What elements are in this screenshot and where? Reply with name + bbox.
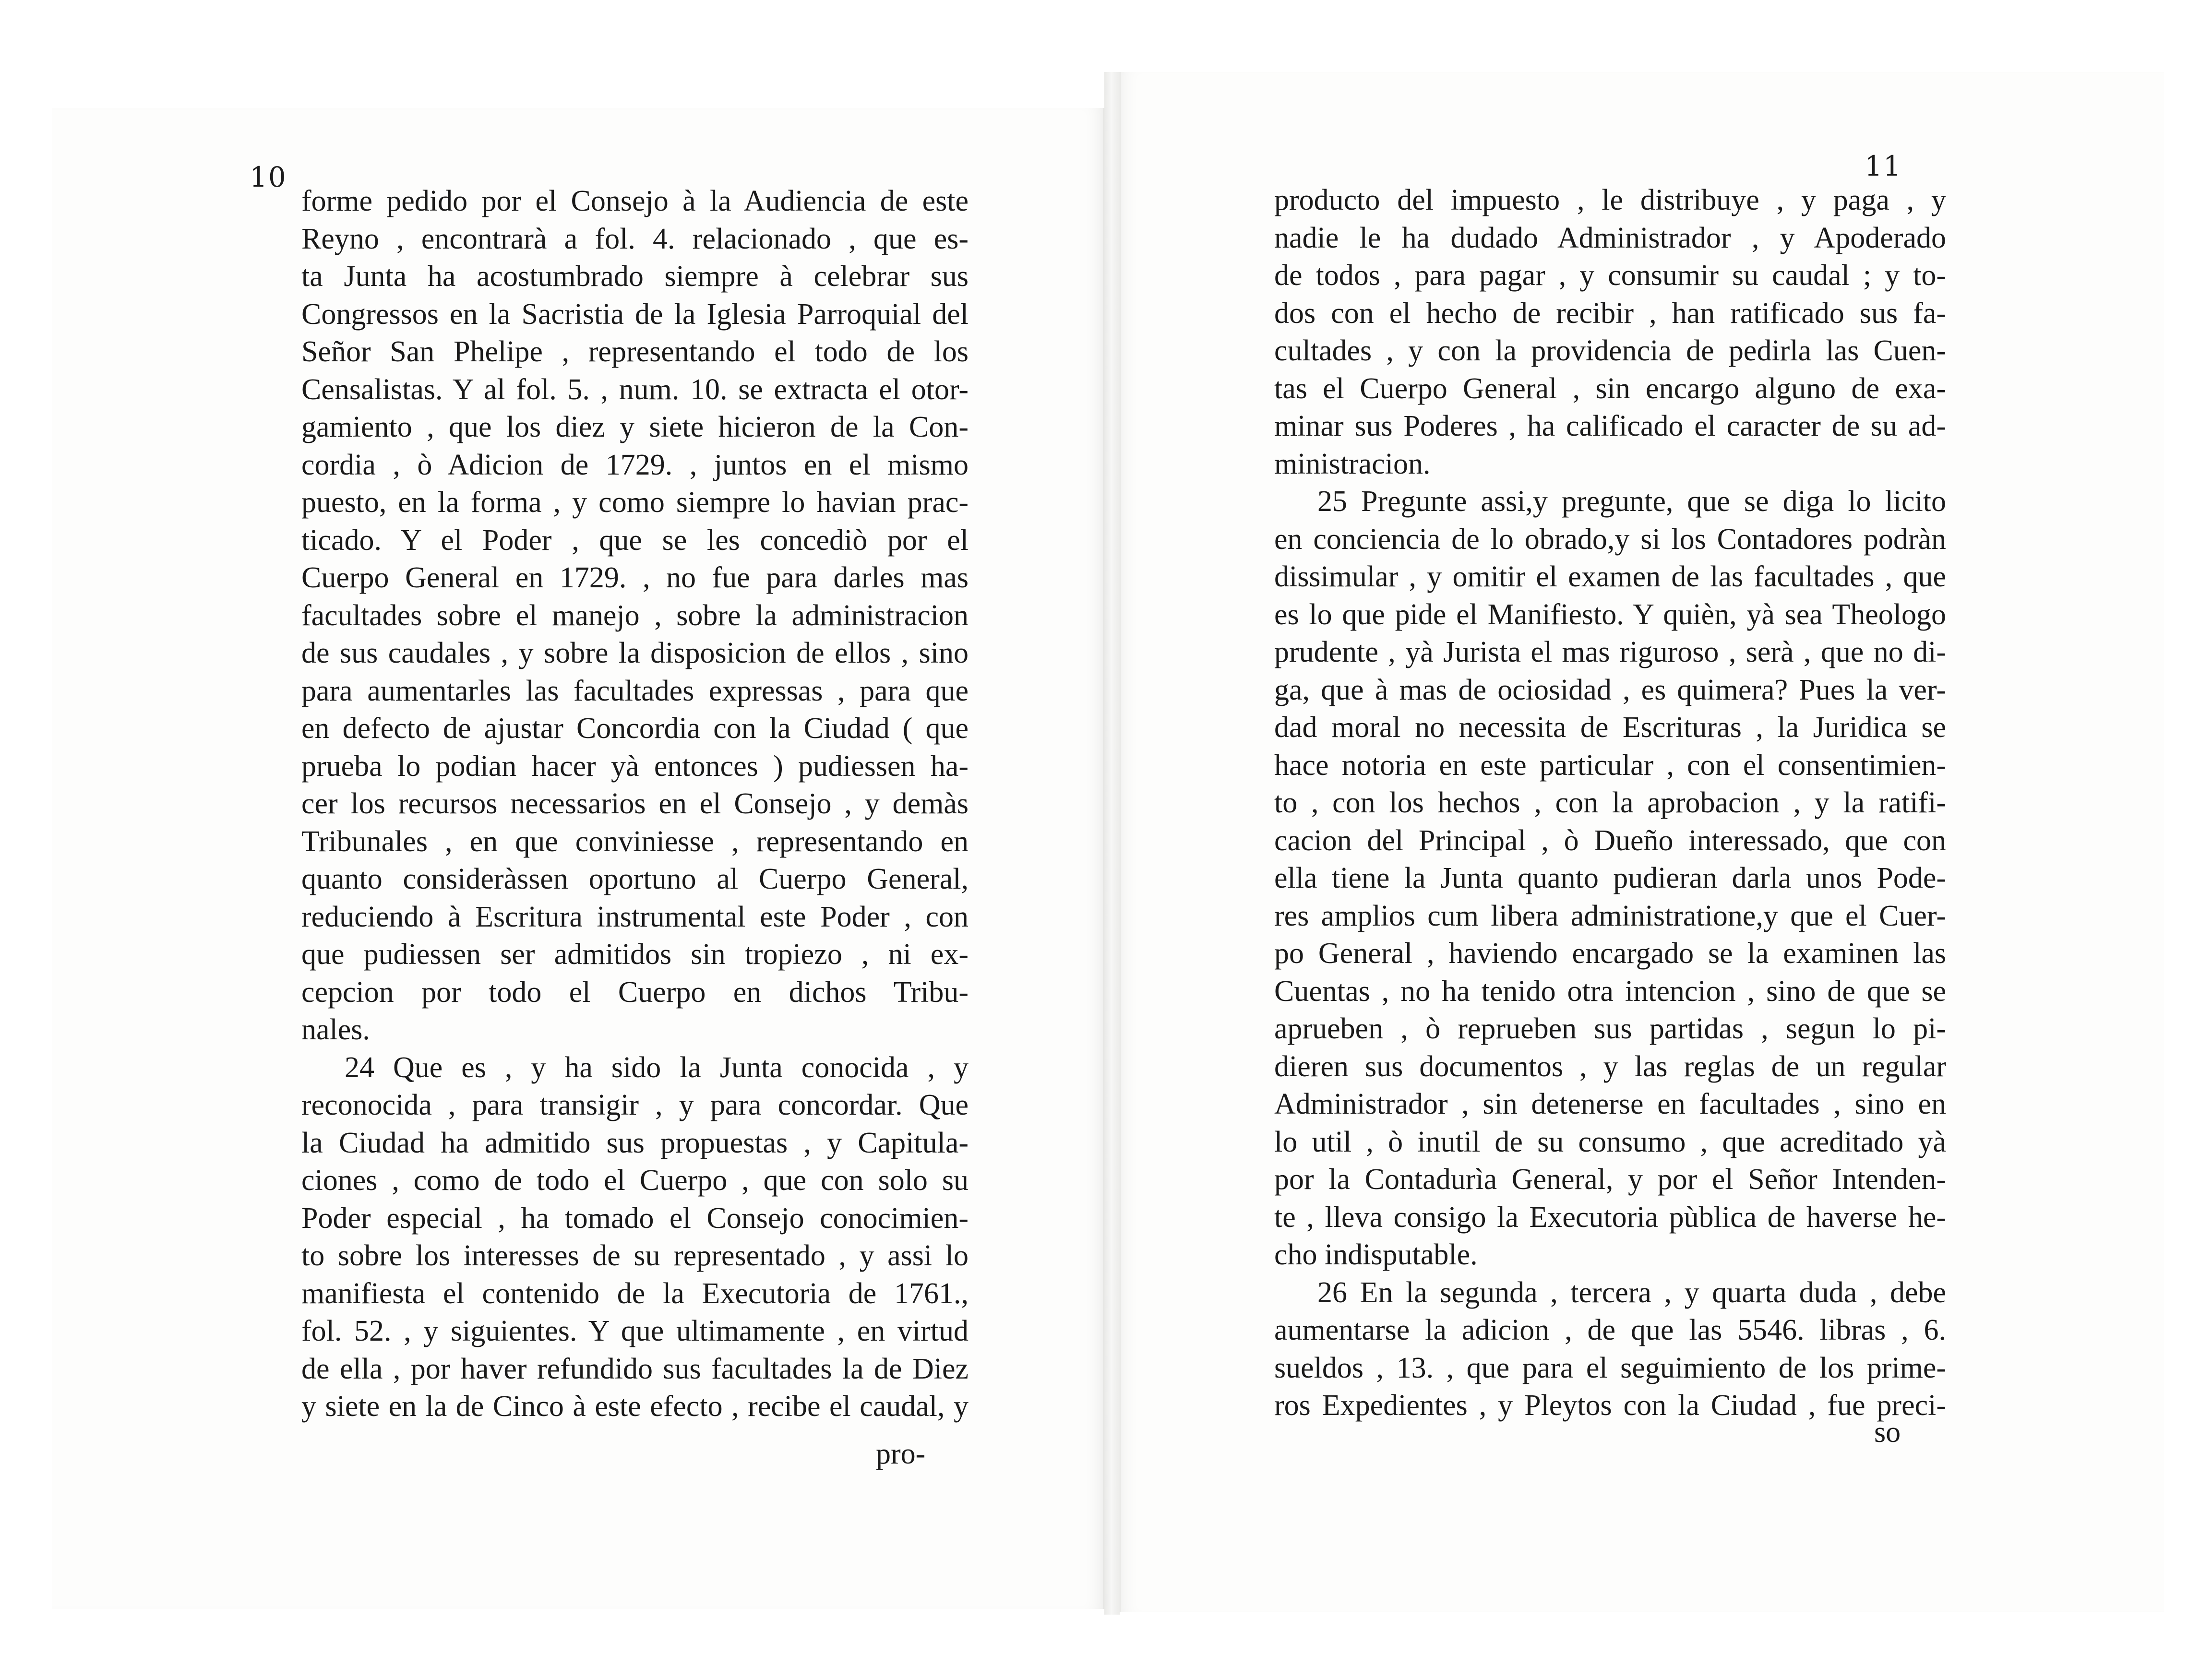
text-line: cacion del Principal , ò Dueño interessado, que con	[1274, 824, 1946, 857]
text-line: Poder especial , ha tomado el Consejo conocimien-	[301, 1201, 968, 1235]
text-line: dieren sus documentos , y las reglas de un regular	[1274, 1050, 1946, 1083]
text-line: es lo que pide el Manifiesto. Y quièn, yà sea Theologo	[1274, 598, 1946, 631]
text-line: tas el Cuerpo General , sin encargo alguno de exa-	[1274, 372, 1946, 405]
text-line: ella tiene la Junta quanto pudieran darla unos Pode-	[1274, 862, 1946, 894]
text-line: ga, que à mas de ociosidad , es quimera? Pues la ver-	[1274, 673, 1946, 706]
text-line: quanto consideràssen oportuno al Cuerpo General,	[301, 863, 968, 895]
page-number-right: 11	[1865, 150, 1902, 182]
text-line: reconocida , para transigir , y para concordar. Que	[301, 1089, 968, 1121]
text-line: ros Expedientes , y Pleytos con la Ciudad , fue preci-	[1274, 1389, 1946, 1422]
text-line: prueba lo podian hacer yà entonces ) pudiessen ha-	[301, 749, 968, 783]
text-line: Administrador , sin detenerse en facultades , sino en	[1274, 1088, 1946, 1120]
text-line: res amplios cum libera administratione,y que el Cuer-	[1274, 899, 1946, 932]
text-line: Tribunales , en que conviniesse , representando en	[301, 825, 968, 858]
text-line: ticado. Y el Poder , que se les concediò por el	[301, 523, 968, 557]
text-line: cordia , ò Adicion de 1729. , juntos en el mismo	[301, 448, 968, 481]
text-line: aprueben , ò reprueben sus partidas , segun lo pi-	[1274, 1012, 1946, 1045]
text-line: Censalistas. Y al fol. 5. , num. 10. se extracta el otor-	[301, 373, 968, 406]
text-line: ta Junta ha acostumbrado siempre à celebrar sus	[301, 260, 968, 293]
text-line: que pudiessen ser admitidos sin tropiezo , ni ex-	[301, 938, 968, 971]
text-line: por la Contadurìa General, y por el Señor Intenden-	[1274, 1163, 1946, 1196]
text-line: dissimular , y omitir el examen de las facultades , que	[1274, 560, 1946, 593]
right-text-block	[1274, 181, 1946, 1425]
book-gutter	[1104, 72, 1120, 1615]
text-line: para aumentarles las facultades expressas , para que	[301, 674, 968, 707]
text-line: lo util , ò inutil de su consumo , que acreditado yà	[1274, 1125, 1946, 1158]
text-line: Cuentas , no ha tenido otra intencion , sino de que se	[1274, 975, 1946, 1008]
text-line: to sobre los interesses de su representado , y assi lo	[301, 1239, 968, 1272]
text-line: Congressos en la Sacristia de la Iglesia Parroquial del	[301, 297, 968, 331]
text-line: de todos , para pagar , y consumir su caudal ; y to-	[1274, 259, 1946, 292]
text-line: forme pedido por el Consejo à la Audiencia de este	[301, 185, 968, 217]
text-line: facultades sobre el manejo , sobre la administracion	[301, 599, 968, 632]
left-text-block	[301, 182, 968, 1426]
text-line: sueldos , 13. , que para el seguimiento de los prime-	[1274, 1351, 1946, 1384]
text-line: puesto, en la forma , y como siempre lo havian prac-	[301, 486, 968, 519]
text-line: te , lleva consigo la Executoria pùblica de haverse he-	[1274, 1201, 1946, 1234]
text-line: gamiento , que los diez y siete hicieron de la Con-	[301, 411, 968, 443]
page-number-left: 10	[250, 161, 287, 193]
text-line: 25 Pregunte assi,y pregunte, que se diga lo licito	[1317, 485, 1946, 518]
text-line: cho indisputable.	[1274, 1238, 1478, 1271]
text-line: dos con el hecho de recibir , han ratificado sus fa-	[1274, 297, 1946, 330]
text-line: minar sus Poderes , ha calificado el caracter de su ad-	[1274, 410, 1946, 442]
text-line: ministracion.	[1274, 447, 1431, 480]
text-line: Señor San Phelipe , representando el todo de los	[301, 335, 968, 368]
text-line: en defecto de ajustar Concordia con la Ciudad ( que	[301, 712, 968, 745]
text-line: hace notoria en este particular , con el consentimien-	[1274, 749, 1946, 782]
text-line: manifiesta el contenido de la Executoria de 1761.,	[301, 1277, 968, 1310]
text-line: ciones , como de todo el Cuerpo , que con solo su	[301, 1164, 968, 1197]
text-line: aumentarse la adicion , de que las 5546. libras , 6.	[1274, 1314, 1946, 1346]
text-line: producto del impuesto , le distribuye , y paga , y	[1274, 184, 1946, 216]
text-line: to , con los hechos , con la aprobacion , y la ratifi-	[1274, 786, 1946, 819]
text-line: de sus caudales , y sobre la disposicion de ellos , sino	[301, 637, 968, 669]
text-line: dad moral no necessita de Escrituras , la Juridica se	[1274, 711, 1946, 744]
catchword-left: pro-	[876, 1438, 926, 1470]
text-line: cepcion por todo el Cuerpo en dichos Tribu-	[301, 975, 968, 1009]
text-line: po General , haviendo encargado se la examinen las	[1274, 937, 1946, 970]
text-line: fol. 52. , y siguientes. Y que ultimamente , en virtud	[301, 1315, 968, 1347]
text-line: y siete en la de Cinco à este efecto , recibe el caudal, y	[301, 1390, 968, 1423]
text-line: 26 En la segunda , tercera , y quarta duda , debe	[1317, 1276, 1946, 1309]
text-line: Reyno , encontrarà a fol. 4. relacionado , que es-	[301, 222, 968, 255]
text-line: Cuerpo General en 1729. , no fue para darles mas	[301, 561, 968, 594]
text-line: en conciencia de lo obrado,y si los Contadores podràn	[1274, 523, 1946, 556]
text-line: prudente , yà Jurista el mas riguroso , serà , que no di-	[1274, 636, 1946, 668]
text-line: nadie le ha dudado Administrador , y Apoderado	[1274, 221, 1946, 254]
text-line: reduciendo à Escritura instrumental este Poder , con	[301, 900, 968, 933]
text-line: 24 Que es , y ha sido la Junta conocida , y	[345, 1051, 968, 1084]
text-line: nales.	[301, 1013, 370, 1046]
catchword-right: so	[1874, 1416, 1901, 1449]
text-line: la Ciudad ha admitido sus propuestas , y Capitula-	[301, 1126, 968, 1159]
text-line: cultades , y con la providencia de pedirla las Cuen-	[1274, 334, 1946, 367]
text-line: cer los recursos necessarios en el Consejo , y demàs	[301, 787, 968, 820]
text-line: de ella , por haver refundido sus facultades la de Diez	[301, 1352, 968, 1385]
